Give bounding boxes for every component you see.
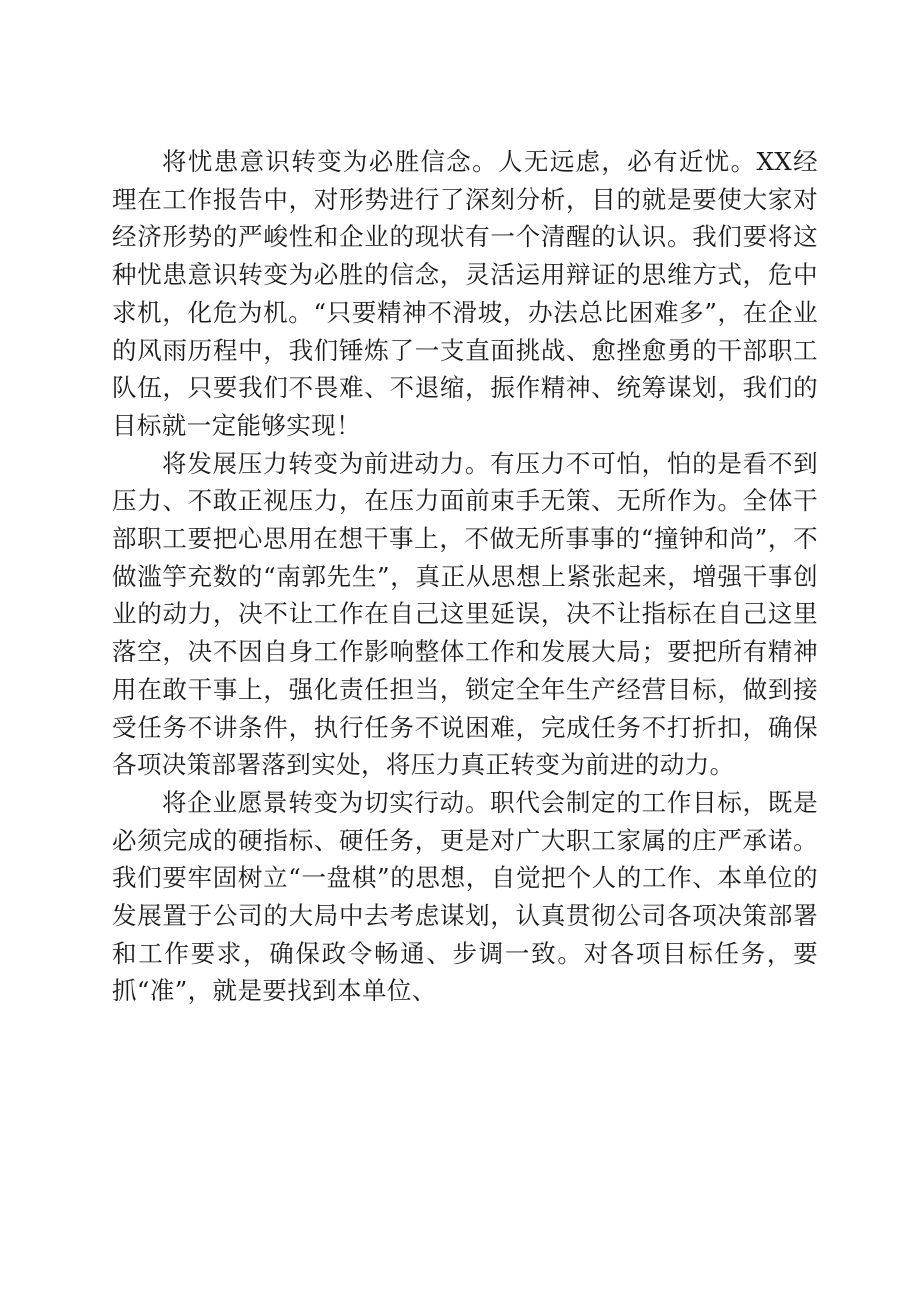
paragraph-1: 将忧患意识转变为必胜信念。人无远虑，必有近忧。XX经理在工作报告中，对形势进行了深刻分析，目的就是要使大家对经济形势的严峻性和企业的现状有一个清醒的认识。我们要将这种忧患意识转变为必胜的信念，灵活运用辩证的思维方式，危中求机，化危为机。“只要精神不滑坡，办法总比困难多”，在企业的风雨历程中，我们锤炼了一支直面挑战、愈挫愈勇的干部职工队伍，只要我们不畏难、不退缩，振作精神、统筹谋划，我们的目标就一定能够实现！ (112, 147, 818, 440)
paragraph-3: 将企业愿景转变为切实行动。职代会制定的工作目标，既是必须完成的硬指标、硬任务，更是对广大职工家属的庄严承诺。我们要牢固树立“一盘棋”的思想，自觉把个人的工作、本单位的发展置于公司的大局中去考虑谋划，认真贯彻公司各项决策部署和工作要求，确保政令畅通、步调一致。对各项目标任务，要抓“准”，就是要找到本单位、 (112, 787, 818, 1006)
document-page (112, 143, 818, 1010)
paragraph-2: 将发展压力转变为前进动力。有压力不可怕，怕的是看不到压力、不敢正视压力，在压力面前束手无策、无所作为。全体干部职工要把心思用在想干事上，不做无所事事的“撞钟和尚”，不做滥竽充数的“南郭先生”，真正从思想上紧张起来，增强干事创业的动力，决不让工作在自己这里延误，决不让指标在自己这里落空，决不因自身工作影响整体工作和发展大局；要把所有精神用在敢干事上，强化责任担当，锁定全年生产经营目标，做到接受任务不讲条件，执行任务不说困难，完成任务不打折扣，确保各项决策部署落到实处，将压力真正转变为前进的动力。 (112, 448, 818, 780)
